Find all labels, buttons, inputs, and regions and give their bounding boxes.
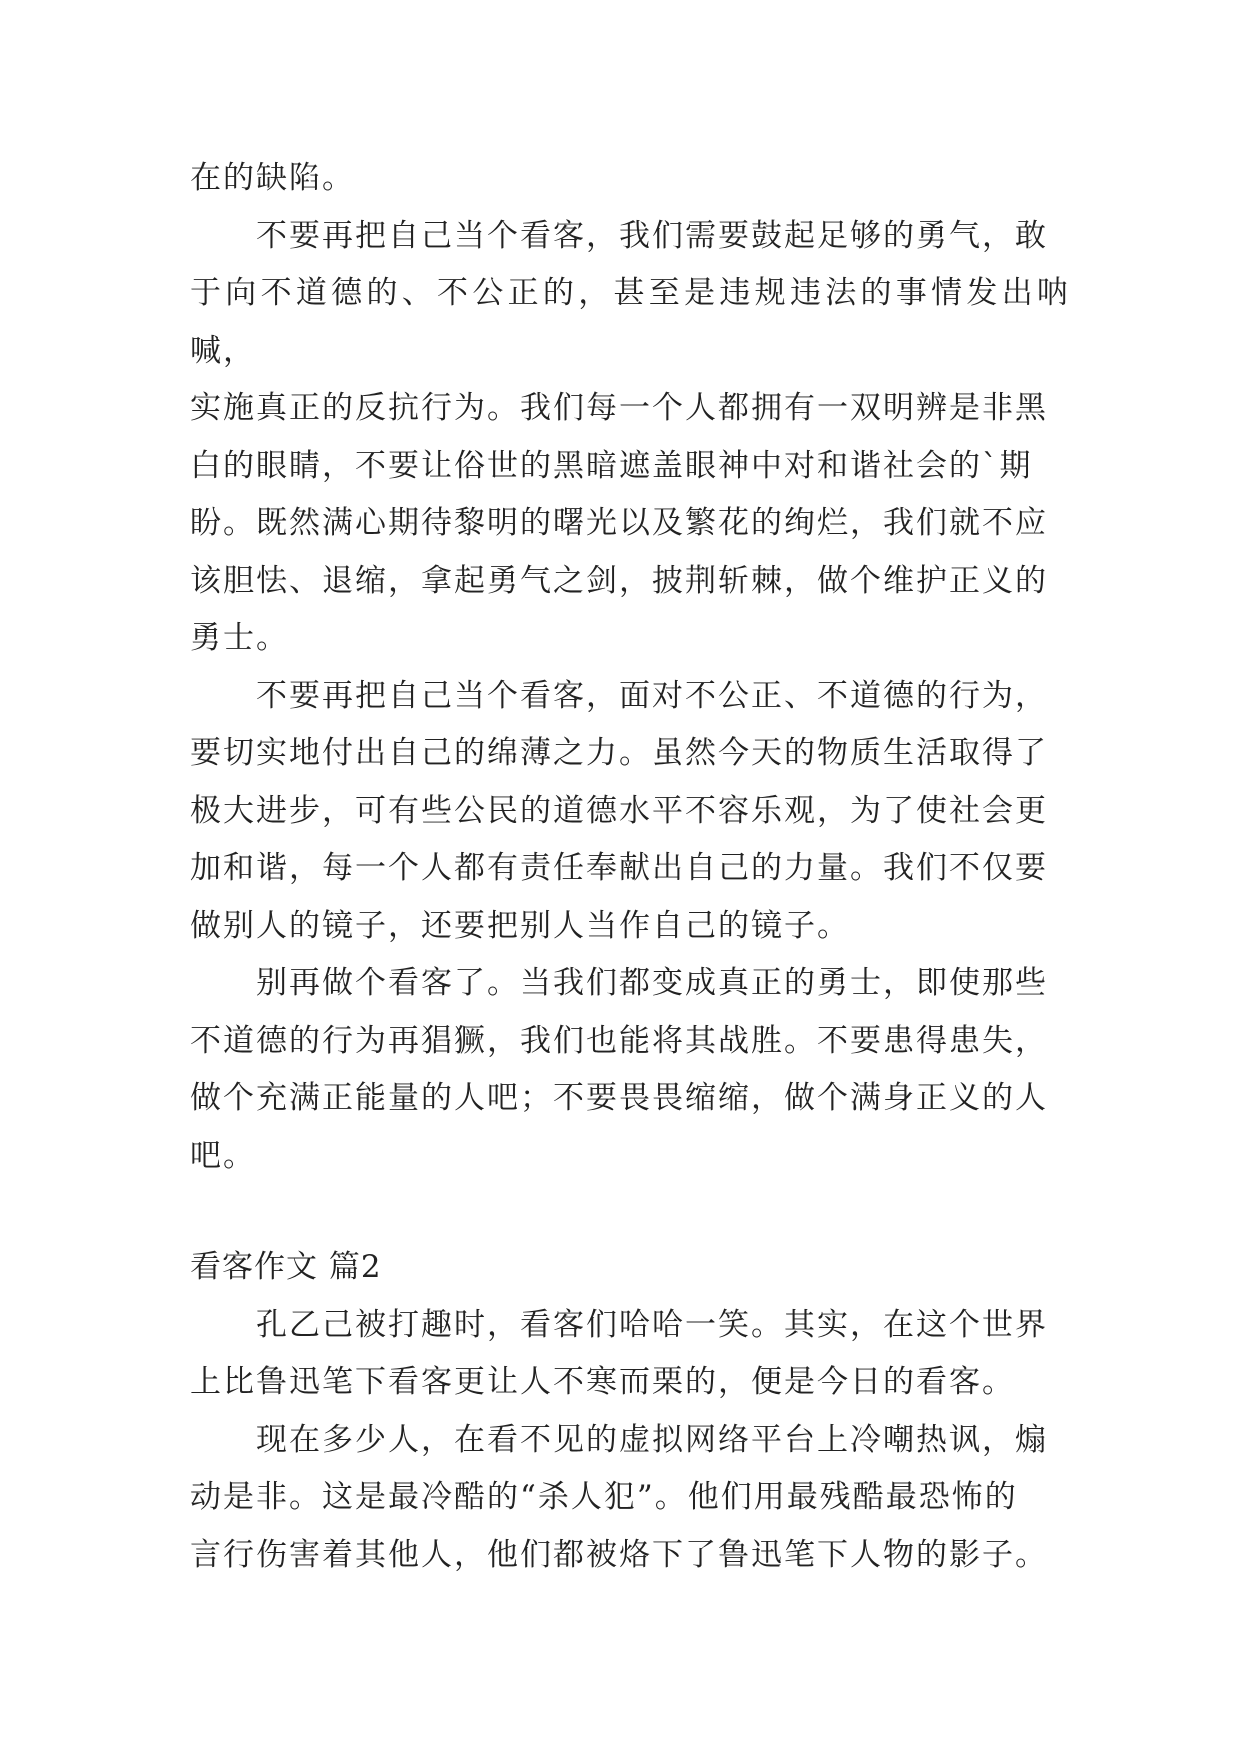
paragraph-conclusion: 别再做个看客了。当我们都变成真正的勇士，即使那些 不道德的行为再猖獗，我们也能将其战胜。不要患得患失， 做个充满正能量的人吧；不要畏畏缩缩，做个满身正义的人 吧。	[190, 965, 1048, 1174]
section-title: 看客作文 篇2	[190, 1249, 382, 1285]
paragraph-internet: 现在多少人，在看不见的虚拟网络平台上冷嘲热讽，煽 动是非。这是最冷酷的“杀人犯”。他们用最残酷最恐怖的 言行伤害着其他人，他们都被烙下了鲁迅笔下人物的影子。	[190, 1421, 1048, 1573]
paragraph-continuation: 在的缺陷。	[190, 160, 355, 196]
paragraph-contribution: 不要再把自己当个看客，面对不公正、不道德的行为， 要切实地付出自己的绵薄之力。虽然今天的物质生活取得了 极大进步，可有些公民的道德水平不容乐观，为了使社会更 加和谐，每一个人都有责任奉献出自己的力量。我们不仅要 做别人的镜子，还要把别人当作自己的镜子。	[190, 677, 1048, 944]
paragraph-courage: 不要再把自己当个看客，我们需要鼓起足够的勇气，敢 于向不道德的、不公正的，甚至是违规违法的事情发出呐喊， 实施真正的反抗行为。我们每一个人都拥有一双明辨是非黑 白的眼睛，不要让俗世的黑暗遮盖眼神中对和谐社会的`期 盼。既然满心期待黎明的曙光以及繁花的绚烂，我们就不应 该胆怯、退缩，拿起勇气之剑，披荆斩棘，做个维护正义的 勇士。	[190, 217, 1070, 656]
document-body	[190, 150, 1070, 1584]
paragraph-kong-yiji: 孔乙己被打趣时，看客们哈哈一笑。其实，在这个世界 上比鲁迅笔下看客更让人不寒而栗的，便是今日的看客。	[190, 1306, 1048, 1400]
